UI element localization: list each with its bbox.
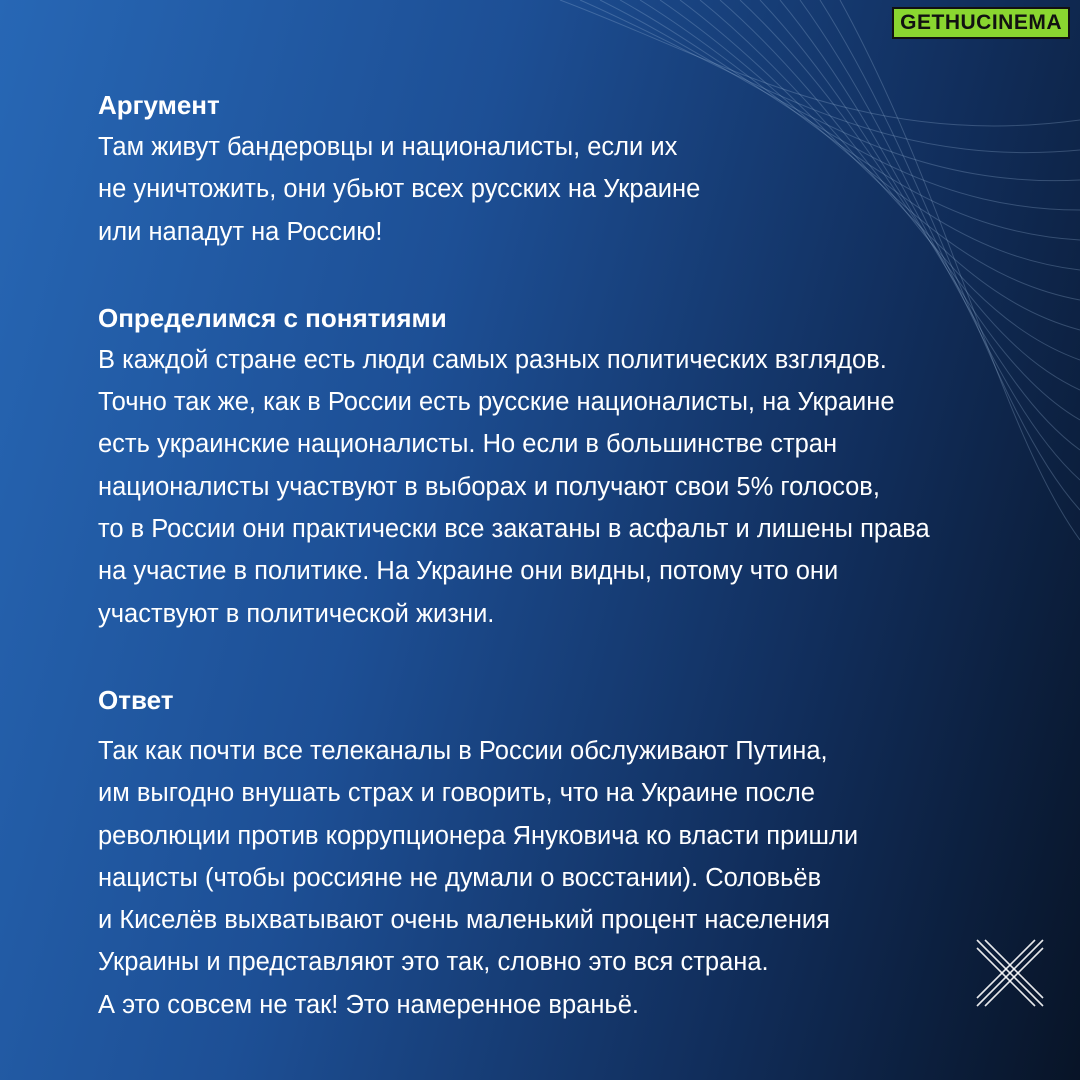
section-definitions [98,297,1058,635]
section-heading: Аргумент [98,90,220,120]
section-heading: Определимся с понятиями [98,302,447,333]
text-line: Точно так же, как в России есть русские националисты, на Украине [98,388,895,417]
section-answer [98,679,1058,1026]
text-line: Там живут бандеровцы и националисты, если их [98,133,678,161]
text-line: нацисты (чтобы россияне не думали о восстании). Соловьёв [98,863,822,892]
brand-logo: GETHUCINEMA [892,7,1070,39]
text-line: на участие в политике. На Украине они видны, потому что они [98,557,839,586]
x-cross-icon [975,938,1045,1008]
text-line: Так как почти все телеканалы в России обслуживают Путина, [98,736,828,765]
section-argument [98,84,1058,253]
text-line: есть украинские националисты. Но если в большинстве стран [98,430,838,459]
text-line: националисты участвуют в выборах и получают свои 5% голосов, [98,472,880,501]
section-heading: Ответ [98,684,174,715]
text-line: А это совсем не так! Это намеренное враньё. [98,990,639,1019]
section-text [98,126,1058,253]
text-line: революции против коррупционера Януковича ко власти пришли [98,821,859,850]
text-line: или нападут на Россию! [98,217,383,246]
section-text [98,730,1058,1026]
text-line: В каждой стране есть люди самых разных политических взглядов. [98,345,887,374]
main-content [98,84,1058,1070]
text-line: не уничтожить, они убьют всех русских на Украине [98,175,701,204]
text-line: им выгодно внушать страх и говорить, что на Украине после [98,779,815,808]
section-text [98,339,1058,635]
text-line: то в России они практически все закатаны в асфальт и лишены права [98,515,930,544]
text-line: участвуют в политической жизни. [98,599,495,628]
text-line: и Киселёв выхватывают очень маленький процент населения [98,906,830,935]
text-line: Украины и представляют это так, словно это вся страна. [98,948,769,977]
